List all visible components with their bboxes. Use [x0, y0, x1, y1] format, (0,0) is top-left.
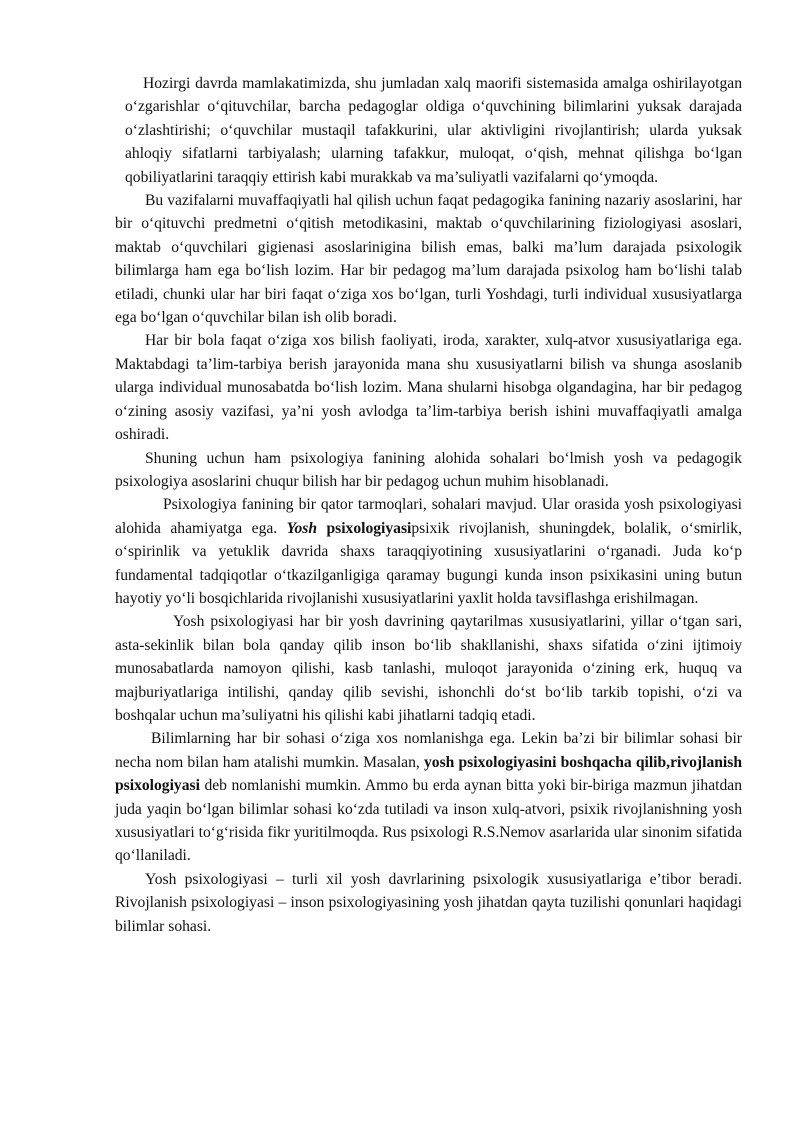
- paragraph-age-psychology: Yosh psixologiyasi har bir yosh davrining qaytarilmas xususiyatlarini, yillar o‘tgan sari, asta-sekinlik bilan bola qanday qilib inson bo‘lib shakllanishi, shaxs sifatida o‘zini ijtimoiy munosabatlarda namoyon qilishi, kasb tanlashi, muloqot jarayonida o‘zining erk, huquq va majburiyatlariga intilishi, qanday qilib sevishi, ishonchli do‘st bo‘lib tarkib topishi, o‘zi va boshqalar uchun ma’suliyatni his qilishi kabi jihatlarni tadqiq etadi.: [115, 613, 742, 724]
- paragraph-importance: Shuning uchun ham psixologiya fanining alohida sohalari bo‘lmish yosh va pedagogik psixologiya asoslarini chuqur bilish har bir pedagog uchun muhim hisoblanadi.: [115, 449, 742, 490]
- emphasis-bold: psixologiyasi: [326, 519, 412, 537]
- paragraph-definitions: Yosh psixologiyasi – turli xil yosh davrlarining psixologik xususiyatlariga e’tibor beradi. Rivojlanish psixologiyasi – inson psixologiyasining yosh jihatdan qayta tuzilishi qonunlari haqidagi bilimlar sohasi.: [115, 870, 742, 935]
- paragraph-naming: [115, 727, 742, 867]
- paragraph-child-traits: Har bir bola faqat o‘ziga xos bilish faoliyati, iroda, xarakter, xulq-atvor xususiyatlariga ega. Maktabdagi ta’lim-tarbiya berish jarayonida mana shu xususiyatlarni bilish va shunga asoslanib ularga individual munosabatda bo‘lish lozim. Mana shularni hisobga olgandagina, har bir pedagog o‘zining asosiy vazifasi, ya’ni yosh avlodga ta’lim-tarbiya berish ishini muvaffaqiyatli amalga oshiradi.: [115, 332, 742, 444]
- document-body: [115, 72, 742, 938]
- paragraph-branches: [115, 493, 742, 610]
- emphasis-italic-bold: Yosh: [286, 519, 317, 537]
- emphasis-bold: yosh psixologiyasini boshqacha qilib,rivojlanish psixologiyasi: [115, 753, 742, 795]
- text-run: psixik rivojlanish, shuningdek, bolalik, o‘smirlik, o‘spirinlik va yetuklik davrida shaxs taraqqiyotining xususiyatlarini o‘rganadi. Juda ko‘p fundamental tadqiqotlar o‘tkazilganligiga qaramay bugungi kunda inson psixikasini uning butun hayotiy yo‘li bosqichlarida rivojlanishi xususiyatlarini yaxlit holda tavsiflashga erishilmagan.: [115, 519, 742, 607]
- text-run: Psixologiya fanining bir qator tarmoqlari, sohalari mavjud. Ular orasida yosh psixologiyasi alohida ahamiyatga ega.: [115, 496, 742, 537]
- paragraph-tasks: Bu vazifalarni muvaffaqiyatli hal qilish uchun faqat pedagogika fanining nazariy asoslarini, har bir o‘qituvchi predmetni o‘qitish metodikasini, maktab o‘quvchilarining fiziologiyasi asoslari, maktab o‘quvchilari gigienasi asoslarinigina bilish emas, balki ma’lum darajada psixologik bilimlarga ham ega bo‘lish lozim. Har bir pedagog ma’lum darajada psixolog ham bo‘lishi talab etiladi, chunki ular har biri faqat o‘ziga xos bo‘lgan, turli Yoshdagi, turli individual xususiyatlarga ega bo‘lgan o‘quvchilar bilan ish olib boradi.: [115, 192, 742, 327]
- text-run: deb nomlanishi mumkin. Ammo bu erda aynan bitta yoki bir-biriga mazmun jihatdan juda yaqin bo‘lgan bilimlar sohasi ko‘zda tutiladi va inson xulq-atvori, psixik rivojlanishning yosh xususiyatlari to‘g‘risida fikr yuritilmoqda. Rus psixologi R.S.Nemov asarlarida ular sinonim sifatida qo‘llaniladi.: [115, 777, 742, 865]
- text-run: Bilimlarning har bir sohasi o‘ziga xos nomlanishga ega. Lekin ba’zi bir bilimlar sohasi bir necha nom bilan ham atalishi mumkin. Masalan,: [115, 730, 742, 771]
- paragraph-intro: Hozirgi davrda mamlakatimizda, shu jumladan xalq maorifi sistemasida amalga oshirilayotgan o‘zgarishlar o‘qituvchilar, barcha pedagoglar oldiga o‘quvchining bilimlarini yuksak darajada o‘zlashtirishi; o‘quvchilar mustaqil tafakkurini, ular aktivligini rivojlantirish; ularda yuksak ahloqiy sifatlarni tarbiyalash; ularning tafakkur, muloqat, o‘qish, mehnat qilishga bo‘lgan qobiliyatlarini taraqqiy ettirish kabi murakkab va ma’suliyatli vazifalarni qo‘ymoqda.: [125, 75, 742, 186]
